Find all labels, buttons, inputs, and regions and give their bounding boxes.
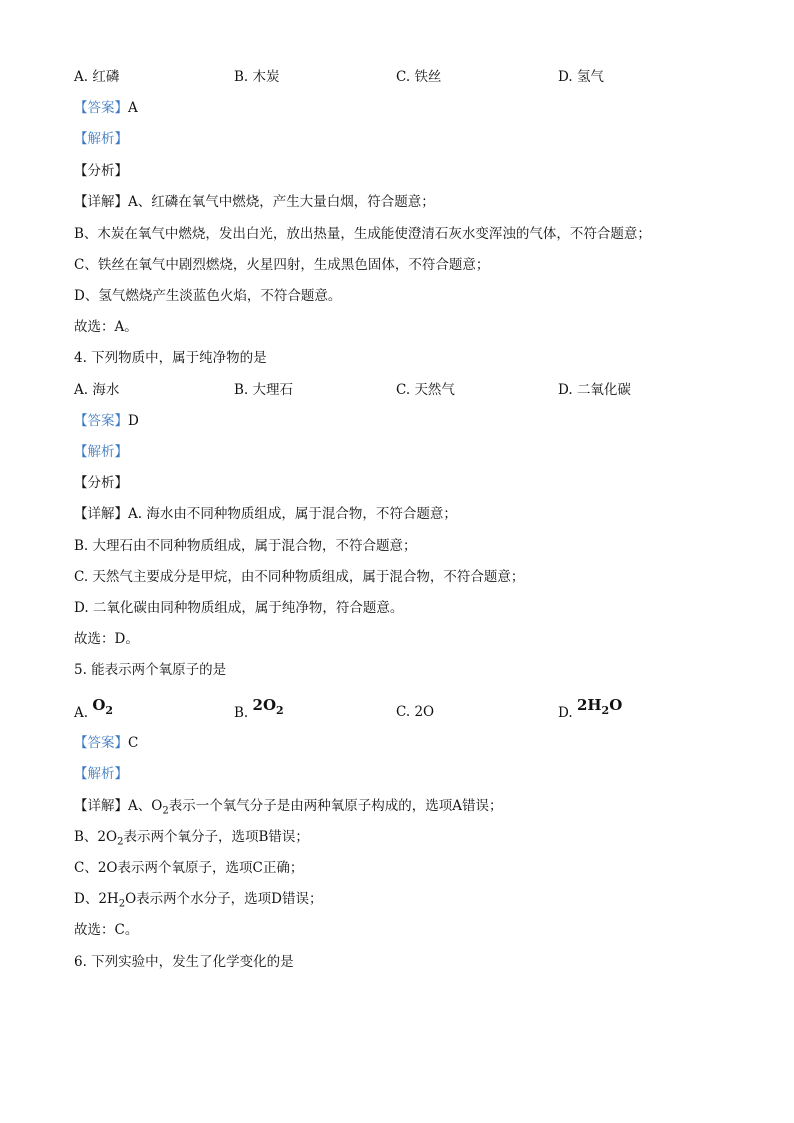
q3-option-a: A. 红磷 [74,69,120,85]
q3-detail-b: B、木炭在氧气中燃烧，发出白光，放出热量，生成能使澄清石灰水变浑浊的气体，不符合题意； [74,226,651,242]
q4-detail-c: C. 天然气主要成分是甲烷，由不同种物质组成，属于混合物，不符合题意； [74,569,525,585]
answer-label: 【答案】 [74,735,128,751]
q4-detail-d: D. 二氧化碳由同种物质组成，属于纯净物，符合题意。 [74,600,404,616]
formula-2o2: $2O_2$ [252,696,284,717]
q5-conclusion: 故选：C。 [74,922,139,938]
q5-stem: 5. 能表示两个氧原子的是 [74,662,227,678]
q4-conclusion: 故选：D。 [74,631,139,647]
q4-fenxi-label: 【分析】 [74,475,128,491]
q4-stem: 4. 下列物质中，属于纯净物的是 [74,350,267,366]
q4-option-b: B. 大理石 [234,382,294,398]
q4-option-d: D. 二氧化碳 [558,382,631,398]
q5-option-c: C. 2O [396,704,435,720]
answer-label: 【答案】 [74,413,128,429]
q5-option-d: D. $2H_2O$ [558,696,623,721]
q4-option-a: A. 海水 [74,382,120,398]
q3-option-d: D. 氢气 [558,69,604,85]
q3-option-b: B. 木炭 [234,69,280,85]
q4-detail-a: 【详解】A. 海水由不同种物质组成，属于混合物，不符合题意； [74,506,457,522]
q4-detail-b: B. 大理石由不同种物质组成，属于混合物，不符合题意； [74,538,417,554]
q5-option-a: A. $O_2$ [74,696,114,721]
q5-detail-c: C、2O表示两个氧原子，选项C正确； [74,860,304,876]
q5-options [74,696,754,724]
q5-jiexi-label: 【解析】 [74,766,128,782]
q3-answer: 【答案】A [74,100,138,116]
formula-o2: $O_2$ [92,696,114,717]
q3-conclusion: 故选：A。 [74,319,138,335]
q3-detail-d: D、氢气燃烧产生淡蓝色火焰，不符合题意。 [74,288,342,304]
q3-jiexi-label: 【解析】 [74,131,128,147]
q6-stem: 6. 下列实验中，发生了化学变化的是 [74,954,294,970]
q3-detail-a: 【详解】A、红磷在氧气中燃烧，产生大量白烟，符合题意； [74,194,435,210]
q4-options [74,380,754,402]
q3-options [74,67,754,89]
q3-option-c: C. 铁丝 [396,69,442,85]
q4-option-c: C. 天然气 [396,382,455,398]
q3-detail-c: C、铁丝在氧气中剧烈燃烧，火星四射，生成黑色固体，不符合题意； [74,257,490,273]
formula-2h2o: $2H_2O$ [576,696,623,717]
q5-option-b: B. $2O_2$ [234,696,284,721]
answer-label: 【答案】 [74,100,128,116]
q4-jiexi-label: 【解析】 [74,444,128,460]
q5-detail-b: B、$2O_2$表示两个氧分子，选项B错误； [74,829,309,848]
q5-answer: 【答案】C [74,735,139,751]
q5-detail-d: D、$2H_2O$表示两个水分子，选项D错误； [74,891,323,910]
q4-answer: 【答案】D [74,413,139,429]
q5-detail-a: 【详解】A、$O_2$表示一个氧气分子是由两种氧原子构成的，选项A错误； [74,798,503,817]
q3-fenxi-label: 【分析】 [74,163,128,179]
